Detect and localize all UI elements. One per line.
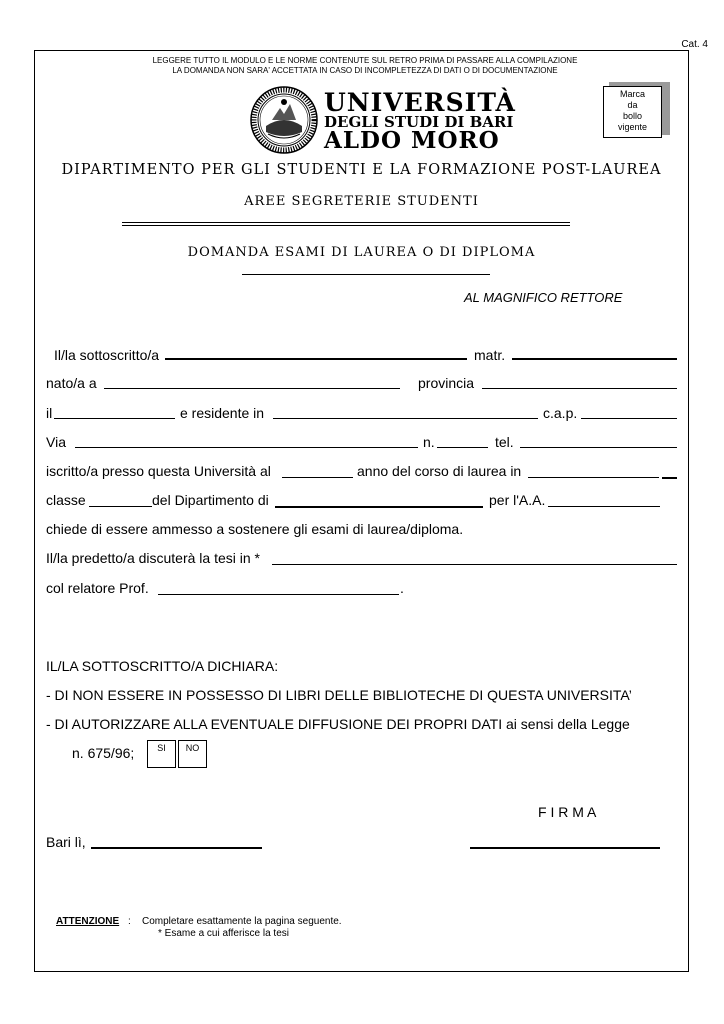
birthplace-field[interactable] — [104, 388, 400, 389]
footer-note-2: * Esame a cui afferisce la tesi — [158, 928, 289, 939]
name-field[interactable] — [165, 358, 467, 360]
declaration-item-2: - DI AUTORIZZARE ALLA EVENTUALE DIFFUSIONE DEI PROPRI DATI ai sensi della Legge — [46, 716, 630, 732]
label-il: il — [46, 405, 53, 421]
declaration-heading: IL/LA SOTTOSCRITTO/A DICHIARA: — [46, 658, 279, 674]
form-frame — [34, 50, 689, 972]
label-sottoscritto: Il/la sottoscritto/a — [54, 347, 160, 363]
law-reference: n. 675/96; — [72, 745, 135, 761]
academic-year-field[interactable] — [548, 506, 660, 507]
university-dedication: ALDO MORO — [324, 127, 500, 154]
department-field[interactable] — [275, 506, 483, 508]
supervisor-field[interactable] — [158, 594, 399, 595]
label-matr: matr. — [474, 347, 506, 363]
degree-course-field-end — [662, 477, 677, 479]
department-title: DIPARTIMENTO PER GLI STUDENTI E LA FORMAZIONE POST-LAUREA — [61, 162, 662, 178]
residence-field[interactable] — [273, 418, 538, 419]
matr-field[interactable] — [512, 358, 677, 360]
double-rule-bottom — [122, 225, 570, 226]
label-tesi: Il/la predetto/a discuterà la tesi in * — [46, 550, 261, 566]
label-dipartimento: del Dipartimento di — [152, 492, 269, 508]
university-city: DEGLI STUDI DI BARI — [324, 113, 514, 131]
label-provincia: provincia — [418, 375, 475, 391]
footer-note-1: Completare esattamente la pagina seguente. — [142, 916, 342, 927]
consent-no-label: NO — [185, 743, 200, 753]
consent-yes-label: SI — [157, 743, 166, 753]
degree-course-field[interactable] — [528, 477, 659, 478]
year-field[interactable] — [282, 477, 353, 478]
consent-no-checkbox[interactable] — [178, 740, 207, 768]
label-numero: n. — [423, 434, 435, 450]
label-cap: c.a.p. — [543, 405, 578, 421]
category-label: Cat. 4 — [681, 39, 708, 50]
stamp-line-2: da — [627, 100, 638, 110]
label-tel: tel. — [495, 434, 514, 450]
notice-line-1: LEGGERE TUTTO IL MODULO E LE NORME CONTENUTE SUL RETRO PRIMA DI PASSARE ALLA COMPILAZIONE — [152, 56, 578, 65]
university-name: UNIVERSITÀ — [324, 88, 516, 117]
street-number-field[interactable] — [437, 447, 488, 448]
label-classe: classe — [46, 492, 86, 508]
label-via: Via — [46, 434, 66, 450]
label-nato: nato/a a — [46, 375, 97, 391]
signature-label: F I R M A — [538, 804, 597, 820]
consent-yes-checkbox[interactable] — [147, 740, 176, 768]
revenue-stamp-box — [603, 86, 662, 138]
label-iscritto: iscritto/a presso questa Università al — [46, 463, 271, 479]
thesis-subject-field[interactable] — [272, 564, 677, 565]
title-underline — [242, 274, 490, 275]
university-seal-logo — [250, 86, 318, 154]
declaration-item-1: - DI NON ESSERE IN POSSESSO DI LIBRI DELLE BIBLIOTECHE DI QUESTA UNIVERSITA’ — [46, 687, 632, 703]
label-aa: per l'A.A. — [489, 492, 546, 508]
birthdate-field[interactable] — [54, 418, 175, 419]
request-statement: chiede di essere ammesso a sostenere gli esami di laurea/diploma. — [46, 521, 464, 537]
stamp-line-1: Marca — [619, 89, 645, 99]
signature-field[interactable] — [470, 847, 660, 849]
place-date-label: Bari lì, — [46, 834, 86, 850]
label-anno-corso: anno del corso di laurea in — [357, 463, 522, 479]
cap-field[interactable] — [581, 418, 677, 419]
phone-field[interactable] — [520, 447, 677, 448]
office-title: AREE SEGRETERIE STUDENTI — [244, 194, 479, 209]
stamp-line-3: bollo — [622, 111, 642, 121]
label-relatore: col relatore Prof. — [46, 580, 149, 596]
class-field[interactable] — [89, 506, 152, 507]
attention-label: ATTENZIONE — [56, 916, 120, 927]
province-field[interactable] — [482, 388, 677, 389]
addressee: AL MAGNIFICO RETTORE — [464, 290, 623, 305]
form-title: DOMANDA ESAMI DI LAUREA O DI DIPLOMA — [187, 245, 536, 260]
street-field[interactable] — [75, 447, 418, 448]
notice-line-2: LA DOMANDA NON SARA' ACCETTATA IN CASO DI INCOMPLETEZZA DI DATI O DI DOCUMENTAZIONE — [172, 66, 558, 75]
double-rule-top — [122, 222, 570, 223]
stamp-line-4: vigente — [617, 122, 648, 132]
attention-colon: : — [128, 916, 131, 927]
date-field[interactable] — [91, 847, 262, 849]
relatore-period: . — [400, 580, 404, 596]
label-residente: e residente in — [180, 405, 265, 421]
